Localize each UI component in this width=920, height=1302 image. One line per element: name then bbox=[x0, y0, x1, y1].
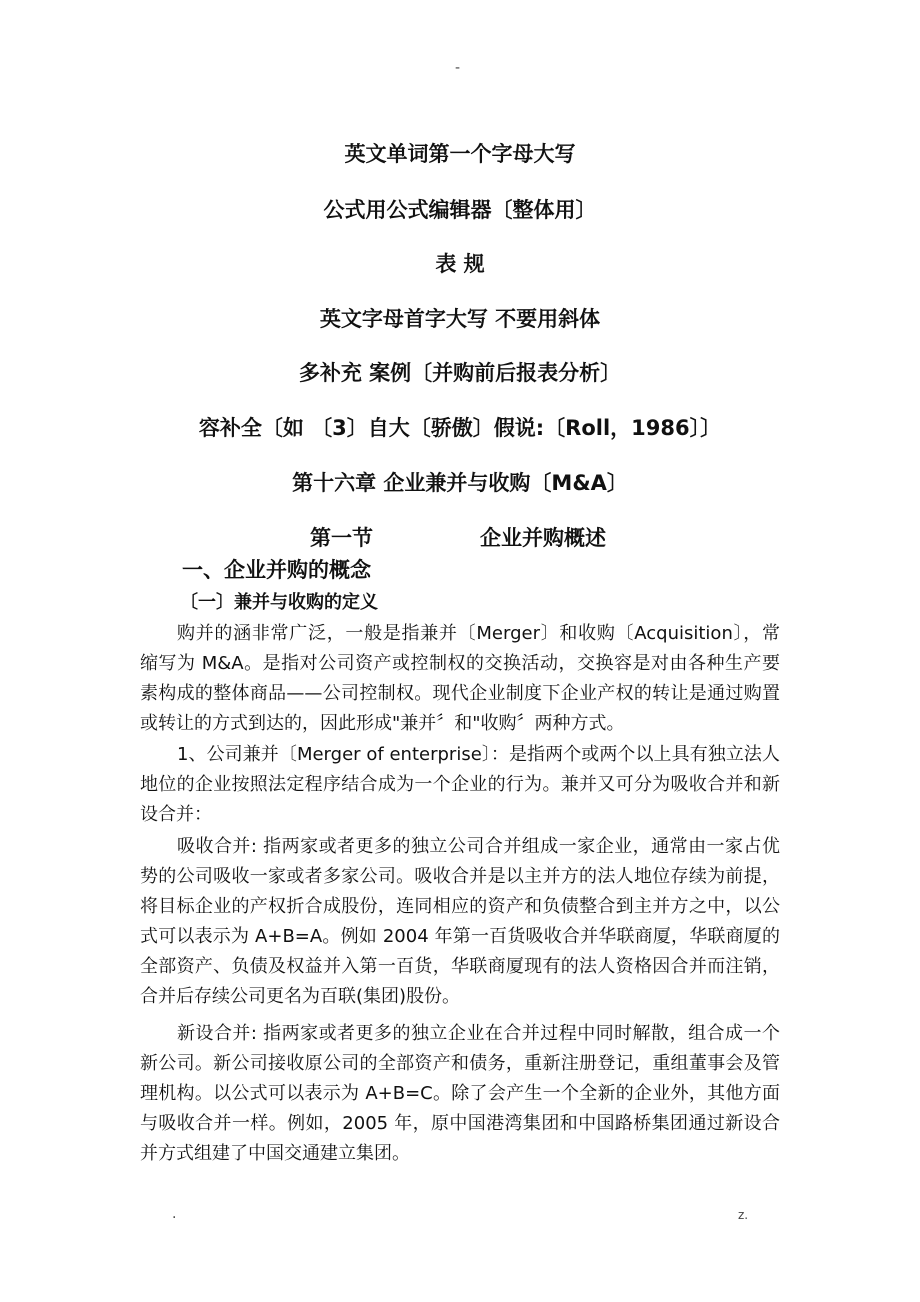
note-line-2: 公式用公式编辑器〔整体用〕 bbox=[323, 198, 597, 222]
footer-left-mark: . bbox=[172, 1206, 177, 1222]
paragraph-intro: 购并的涵非常广泛，一般是指兼并〔Merger〕和收购〔Acquisition〕，常缩写为 M&A。是指对公司资产或控制权的交换活动，交换容是对由各种生产要素构成的整体商品——公司控制权。现代企业制度下企业产权的转让是通过购置或转让的方式到达的，因此形成"兼并〞和"收购〞两种方式。 bbox=[140, 623, 780, 734]
note-line-5: 多补充 案例〔并购前后报表分析〕 bbox=[298, 361, 622, 385]
section-title: 企业并购概述 bbox=[480, 526, 606, 550]
paragraph-consolidation: 新设合并: 指两家或者更多的独立企业在合并过程中同时解散，组合成一个新公司。新公司接收原公司的全部资产和债务，重新注册登记，重组董事会及管理机构。以公式可以表示为 A+B=C。除了会产生一个全新的企业外，其他方面与吸收合并一样。例如，2005 年，原中国港湾集团和中国路桥集团通过新设合并方式组建了中国交通建立集团。 bbox=[140, 1023, 780, 1164]
note-line-3: 表 规 bbox=[435, 252, 485, 276]
note-line-6: 容补全〔如 〔3〕自大〔骄傲〕假说:〔Roll，1986〕〕 bbox=[198, 416, 722, 440]
section-label: 第一节 bbox=[310, 526, 373, 550]
note-line-1: 英文单词第一个字母大写 bbox=[344, 142, 576, 166]
footer-right-mark: z. bbox=[738, 1208, 749, 1222]
paragraph-merger: 1、公司兼并〔Merger of enterprise〕：是指两个或两个以上具有独立法人地位的企业按照法定程序结合成为一个企业的行为。兼并又可分为吸收合并和新设合并： bbox=[140, 744, 780, 825]
note-line-4: 英文字母首字大写 不要用斜体 bbox=[319, 307, 601, 331]
paragraph-absorption: 吸收合并: 指两家或者更多的独立公司合并组成一家企业，通常由一家占优势的公司吸收一家或者多家公司。吸收合并是以主并方的法人地位存续为前提，将目标企业的产权折合成股份，连同相应的资产和负债整合到主并方之中，以公式可以表示为 A+B=A。例如 2004 年第一百货吸收合并华联商厦，华联商厦的全部资产、负债及权益并入第一百货，华联商厦现有的法人资格因合并而注销，合并后存续公司更名为百联(集团)股份。 bbox=[140, 836, 780, 1007]
chapter-title: 第十六章 企业兼并与收购〔M&A〕 bbox=[292, 471, 628, 495]
heading-definition: 〔一〕兼并与收购的定义 bbox=[180, 592, 378, 613]
heading-concept: 一、企业并购的概念 bbox=[182, 558, 371, 582]
header-mark: - bbox=[455, 60, 461, 76]
